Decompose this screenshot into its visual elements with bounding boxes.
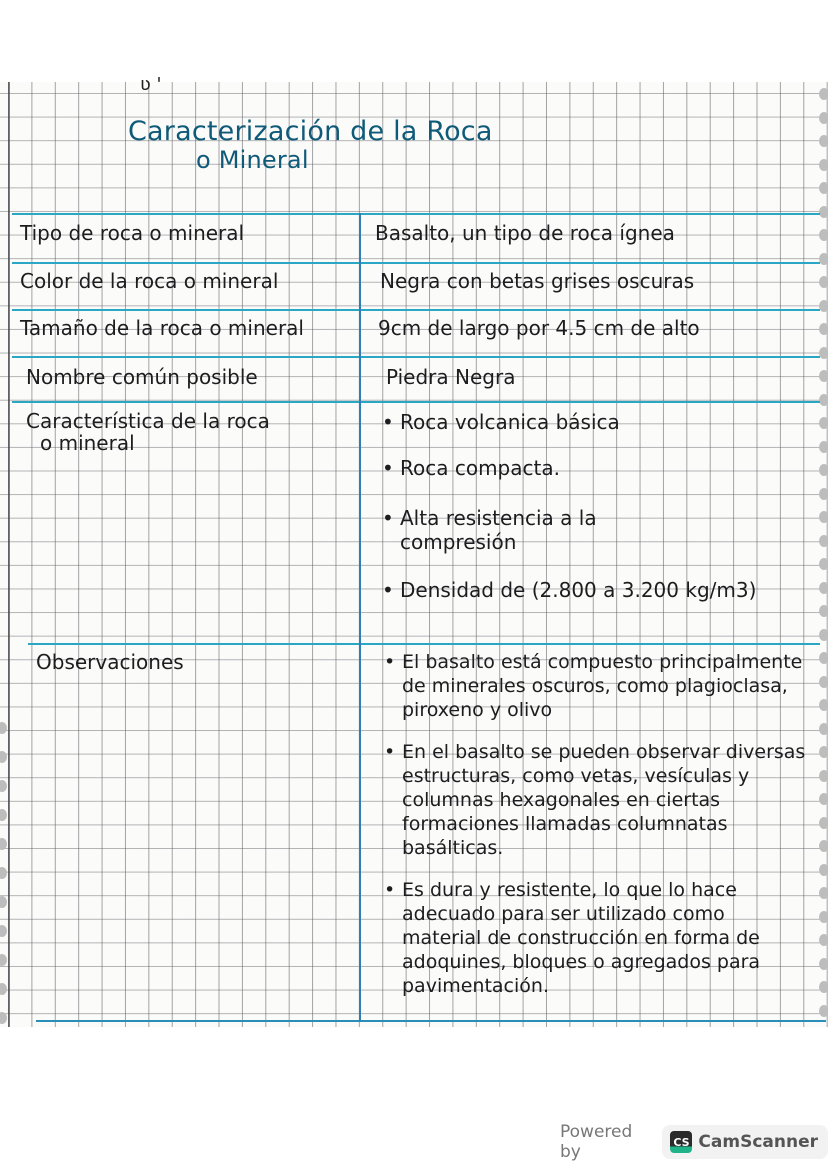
spiral-hole (819, 911, 828, 923)
powered-by-label: Powered by (560, 1122, 633, 1162)
spiral-hole (819, 746, 828, 758)
row-divider (12, 262, 820, 264)
row-label-color: Color de la roca o mineral (20, 269, 279, 293)
label-line-1: Característica de la roca (26, 409, 270, 433)
spiral-hole (0, 751, 7, 763)
spiral-hole (0, 867, 7, 879)
spiral-hole (819, 652, 828, 664)
table-bottom-border (36, 1020, 826, 1022)
spiral-hole (819, 370, 828, 382)
row-divider (12, 356, 820, 358)
page-left-edge (8, 82, 10, 1027)
row-divider (12, 309, 820, 311)
list-item: • En el basalto se pueden observar diversas estructuras, como vetas, vesículas y columnas hexagonales en ciertas formaciones llamadas columnatas basálticas. (380, 740, 810, 860)
spiral-hole (819, 159, 828, 171)
top-scribble: ʋ ' (140, 74, 162, 95)
spiral-hole (819, 347, 828, 359)
row-divider (12, 401, 820, 403)
row-divider (28, 643, 820, 645)
spiral-hole (0, 780, 7, 792)
spiral-hole (819, 840, 828, 852)
spiral-hole (819, 793, 828, 805)
spiral-holes-right (816, 82, 828, 1027)
spiral-hole (819, 112, 828, 124)
row-label-tamano: Tamaño de la roca o mineral (20, 316, 304, 340)
spiral-hole (819, 441, 828, 453)
title-line-2: o Mineral (196, 146, 309, 174)
row-value-caracteristica (378, 410, 788, 622)
spiral-hole (819, 817, 828, 829)
brand-name: CamScanner (698, 1132, 818, 1152)
row-label-nombre: Nombre común posible (26, 365, 258, 389)
spiral-hole (819, 864, 828, 876)
spiral-hole (819, 605, 828, 617)
spiral-hole (819, 676, 828, 688)
spiral-hole (819, 394, 828, 406)
spiral-hole (819, 417, 828, 429)
page-title (128, 118, 493, 174)
camscanner-watermark (560, 1122, 828, 1162)
spiral-hole (0, 925, 7, 937)
list-item: • Roca volcanica básica (378, 410, 788, 434)
row-label-tipo: Tipo de roca o mineral (20, 221, 245, 245)
row-value-color: Negra con betas grises oscuras (380, 269, 695, 293)
row-value-nombre: Piedra Negra (386, 365, 516, 389)
spiral-hole (819, 958, 828, 970)
list-item: • Alta resistencia a la compresión (378, 506, 700, 554)
spiral-hole (819, 464, 828, 476)
spiral-hole (0, 954, 7, 966)
row-label-observaciones: Observaciones (36, 650, 184, 674)
spiral-hole (819, 981, 828, 993)
camscanner-logo-icon: CS (670, 1131, 692, 1153)
spiral-hole (819, 488, 828, 500)
spiral-hole (819, 1005, 828, 1017)
title-line-1: Caracterización de la Roca (128, 116, 493, 147)
spiral-hole (819, 206, 828, 218)
list-item: • Roca compacta. (378, 456, 788, 480)
list-item: • Densidad de (2.800 a 3.200 kg/m3) (378, 578, 800, 602)
spiral-hole (819, 511, 828, 523)
spiral-hole (0, 838, 7, 850)
spiral-hole (819, 300, 828, 312)
list-item: • Es dura y resistente, lo que lo hace adecuado para ser utilizado como material de construcción en forma de adoquines, bloques o agregados para pavimentación. (380, 878, 810, 998)
spiral-hole (819, 887, 828, 899)
spiral-hole (819, 323, 828, 335)
camscanner-badge (662, 1125, 828, 1159)
spiral-hole (819, 276, 828, 288)
row-value-observaciones (380, 650, 810, 1018)
row-value-tipo: Basalto, un tipo de roca ígnea (375, 221, 675, 245)
row-value-tamano: 9cm de largo por 4.5 cm de alto (378, 316, 700, 340)
spiral-hole (819, 699, 828, 711)
spiral-hole (819, 582, 828, 594)
characteristics-list (378, 410, 788, 602)
spiral-hole (819, 229, 828, 241)
spiral-hole (0, 809, 7, 821)
spiral-hole (819, 253, 828, 265)
spiral-hole (819, 934, 828, 946)
spiral-hole (819, 535, 828, 547)
spiral-hole (819, 88, 828, 100)
spiral-hole (819, 558, 828, 570)
spiral-hole (0, 722, 7, 734)
spiral-hole (819, 770, 828, 782)
spiral-hole (819, 182, 828, 194)
spiral-holes-left (0, 82, 8, 1027)
spiral-hole (819, 629, 828, 641)
row-label-caracteristica (26, 410, 270, 454)
column-divider (359, 213, 361, 1022)
spiral-hole (819, 723, 828, 735)
spiral-hole (819, 135, 828, 147)
spiral-hole (0, 983, 7, 995)
label-line-2: o mineral (40, 431, 135, 455)
observations-list (380, 650, 810, 998)
table-top-border (12, 213, 820, 215)
spiral-hole (0, 1012, 7, 1024)
list-item: • El basalto está compuesto principalmente de minerales oscuros, como plagioclasa, piroxeno y olivo (380, 650, 810, 722)
spiral-hole (0, 896, 7, 908)
